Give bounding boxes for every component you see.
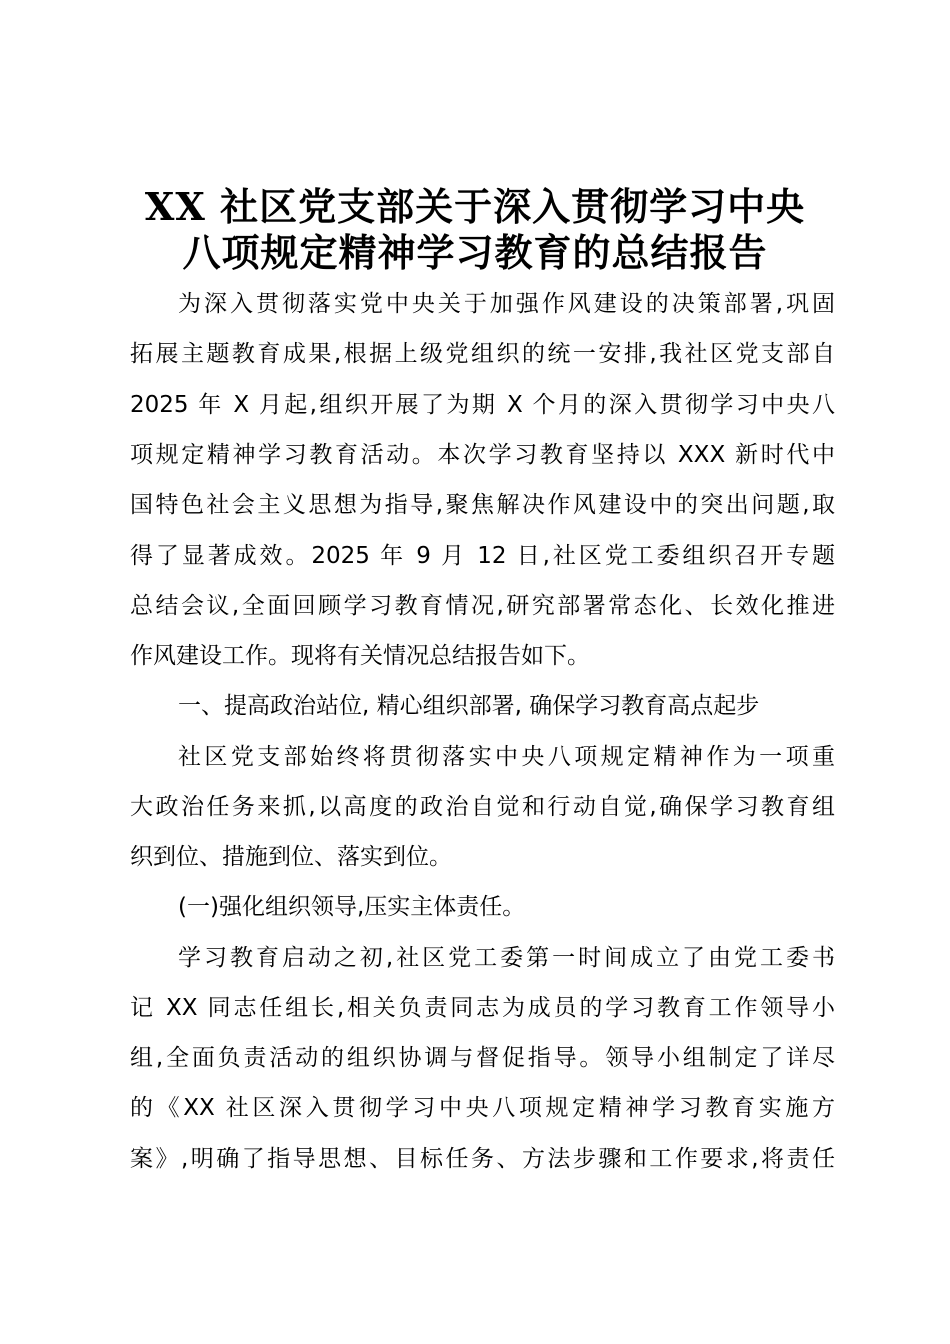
body-line-14: 学习教育启动之初,社区党工委第一时间成立了由党工委书: [178, 945, 835, 971]
subsection-heading-1: (一)强化组织领导,压实主体责任。: [178, 894, 526, 920]
body-line-5: 国特色社会主义思想为指导,聚焦解决作风建设中的突出问题,取: [130, 492, 835, 518]
body-line-7: 总结会议,全面回顾学习教育情况,研究部署常态化、长效化推进: [130, 593, 835, 619]
body-line-15: 记 XX 同志任组长,相关负责同志为成员的学习教育工作领导小: [130, 995, 835, 1021]
body-line-1: 为深入贯彻落实党中央关于加强作风建设的决策部署,巩固: [178, 291, 835, 317]
body-line-2: 拓展主题教育成果,根据上级党组织的统一安排,我社区党支部自: [130, 341, 835, 367]
body-line-16: 组,全面负责活动的组织协调与督促指导。领导小组制定了详尽: [130, 1045, 835, 1071]
body-line-17: 的《XX 社区深入贯彻学习中央八项规定精神学习教育实施方: [130, 1095, 835, 1121]
body-line-12: 织到位、措施到位、落实到位。: [130, 844, 452, 870]
body-line-11: 大政治任务来抓,以高度的政治自觉和行动自觉,确保学习教育组: [130, 794, 835, 820]
body-line-10: 社区党支部始终将贯彻落实中央八项规定精神作为一项重: [178, 744, 835, 770]
document-title-line-1: XX 社区党支部关于深入贯彻学习中央: [144, 184, 806, 229]
body-line-4: 项规定精神学习教育活动。本次学习教育坚持以 XXX 新时代中: [130, 442, 835, 468]
body-line-18: 案》,明确了指导思想、目标任务、方法步骤和工作要求,将责任: [130, 1146, 835, 1172]
body-line-8: 作风建设工作。现将有关情况总结报告如下。: [130, 643, 590, 669]
body-line-3: 2025 年 X 月起,组织开展了为期 X 个月的深入贯彻学习中央八: [130, 392, 835, 418]
section-heading-1: 一、提高政治站位, 精心组织部署, 确保学习教育高点起步: [178, 693, 760, 719]
document-title-line-2: 八项规定精神学习教育的总结报告: [182, 230, 768, 275]
body-line-6: 得了显著成效。2025 年 9 月 12 日,社区党工委组织召开专题: [130, 543, 835, 569]
